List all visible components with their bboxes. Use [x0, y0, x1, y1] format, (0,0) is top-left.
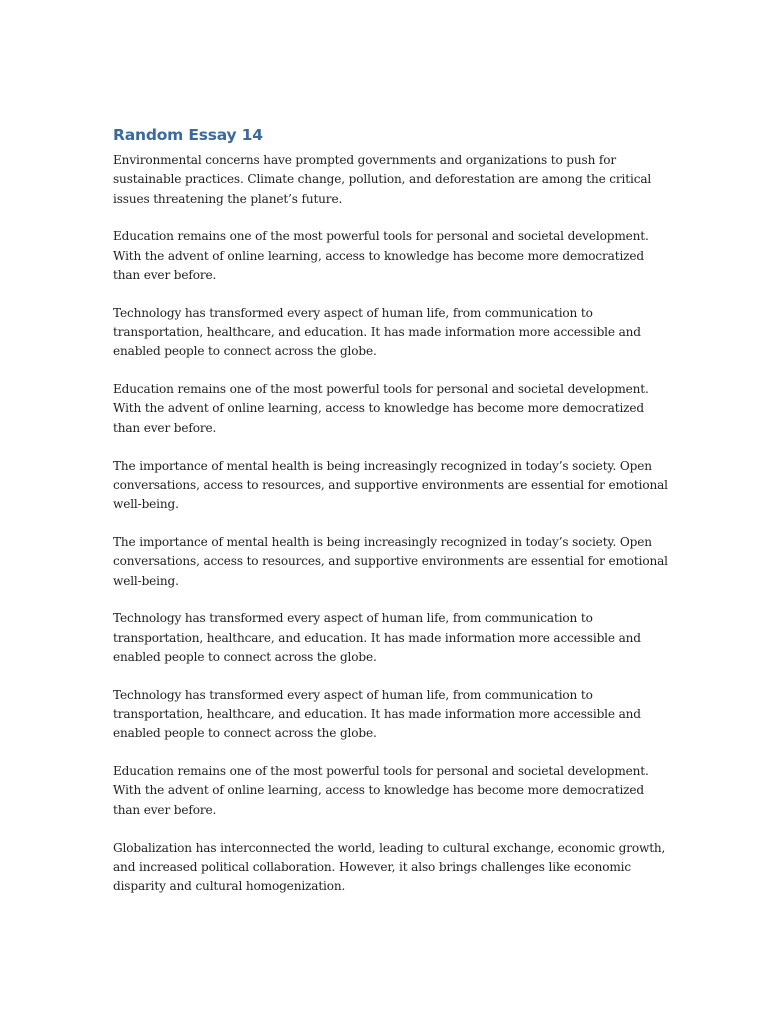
paragraph-5: The importance of mental health is being increasingly recognized in today’s society. Open conversations, access to resources, and supportive environments are essential for emotional well-being.: [113, 458, 668, 512]
paragraph-9: Education remains one of the most powerful tools for personal and societal development. With the advent of online learning, access to knowledge has become more democratized than ever before.: [113, 764, 649, 817]
paragraph-6: The importance of mental health is being increasingly recognized in today’s society. Open conversations, access to resources, and supportive environments are essential for emotional well-being.: [113, 534, 668, 588]
paragraph-2: Education remains one of the most powerful tools for personal and societal development. With the advent of online learning, access to knowledge has become more democratized than ever before.: [113, 229, 649, 282]
paragraph-8: Technology has transformed every aspect of human life, from communication to transportation, healthcare, and education. It has made information more accessible and enabled people to connect across the globe.: [113, 687, 641, 741]
paragraph-7: Technology has transformed every aspect of human life, from communication to transportation, healthcare, and education. It has made information more accessible and enabled people to connect across the globe.: [113, 611, 641, 664]
paragraph-4: Education remains one of the most powerful tools for personal and societal development. With the advent of online learning, access to knowledge has become more democratized than ever before.: [113, 382, 649, 435]
document-page: [113, 124, 673, 915]
paragraph-1: Environmental concerns have prompted governments and organizations to push for sustainable practices. Climate change, pollution, and deforestation are among the critical issues threatening the planet’s future.: [113, 153, 652, 206]
document-title: Random Essay 14: [113, 126, 263, 144]
paragraph-10: Globalization has interconnected the world, leading to cultural exchange, economic growth, and increased political collaboration. However, it also brings challenges like economic disparity and cultural homogenization.: [113, 840, 666, 894]
paragraph-3: Technology has transformed every aspect of human life, from communication to transportation, healthcare, and education. It has made information more accessible and enabled people to connect across the globe.: [113, 305, 641, 359]
